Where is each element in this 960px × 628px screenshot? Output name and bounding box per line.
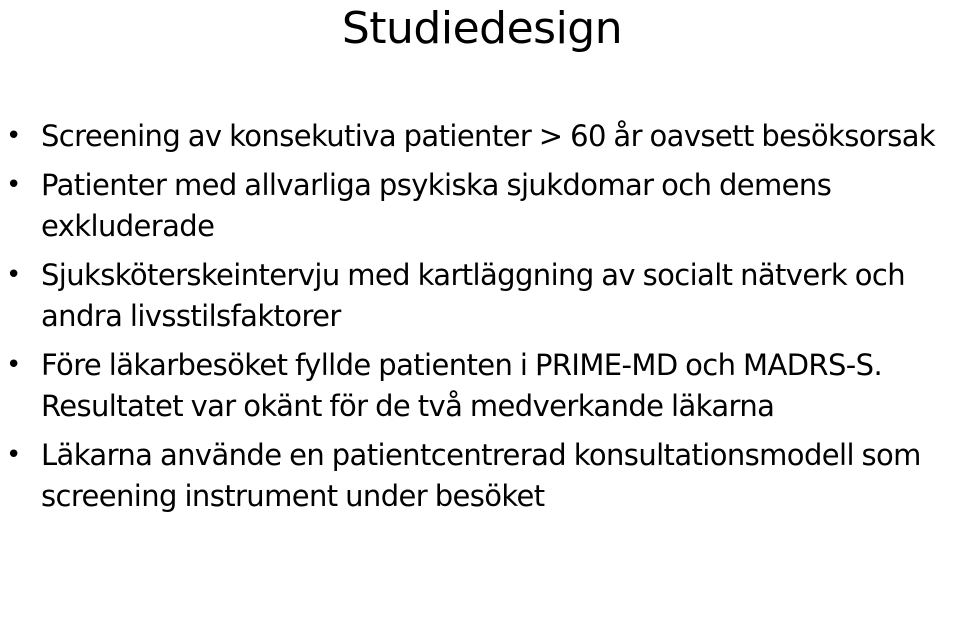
- bullet-dot-icon: •: [6, 170, 21, 200]
- bullet-dot-icon: •: [6, 350, 21, 380]
- bullet-text: Patienter med allvarliga psykiska sjukdomar och demens exkluderade: [41, 168, 832, 243]
- bullet-dot-icon: •: [6, 440, 21, 470]
- bullet-text: Läkarna använde en patientcentrerad konsultationsmodell som screening instrument under besöket: [41, 438, 921, 513]
- slide-title: Studiedesign: [341, 3, 623, 54]
- bullet-text: Sjuksköterskeintervju med kartläggning av socialt nätverk och andra livsstilsfaktorer: [41, 258, 905, 333]
- bullet-item: [0, 116, 960, 157]
- bullet-text: Screening av konsekutiva patienter > 60 år oavsett besöksorsak: [41, 119, 936, 153]
- bullet-text: Före läkarbesöket fyllde patienten i PRIME-MD och MADRS-S. Resultatet var okänt för de två medverkande läkarna: [41, 348, 883, 423]
- bullet-item: [0, 255, 960, 337]
- bullet-dot-icon: •: [6, 121, 21, 151]
- bullet-item: [0, 435, 960, 517]
- bullet-item: [0, 345, 960, 427]
- bullet-dot-icon: •: [6, 260, 21, 290]
- bullet-list: [0, 116, 960, 525]
- bullet-item: [0, 165, 960, 247]
